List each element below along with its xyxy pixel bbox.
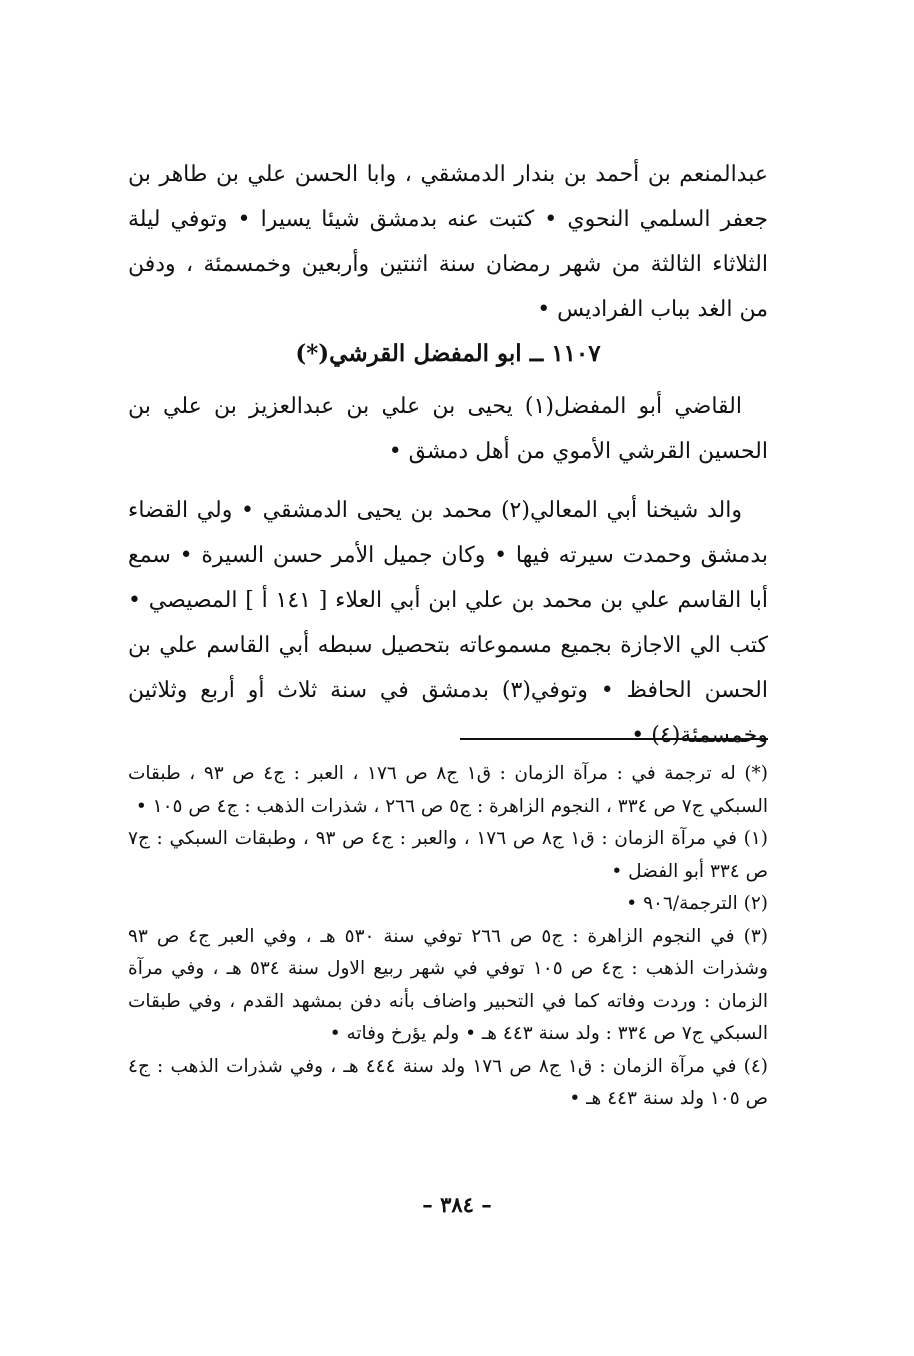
footnote-1: (١) في مرآة الزمان : ق١ ج٨ ص ١٧٦ ، والعبر : ج٤ ص ٩٣ ، وطبقات السبكي : ج٧ ص ٣٣٤ أبو الفضل • xyxy=(128,828,768,882)
footnote-separator xyxy=(460,738,768,740)
entry-heading: ١١٠٧ ــ ابو المفضل القرشي(*) xyxy=(295,340,601,367)
footnote-4: (٤) في مرآة الزمان : ق١ ج٨ ص ١٧٦ ولد سنة ٤٤٤ هـ ، وفي شذرات الذهب : ج٤ ص ١٠٥ ولد سنة ٤٤٣ هـ • xyxy=(128,1055,768,1109)
intro-paragraph: عبدالمنعم بن أحمد بن بندار الدمشقي ، وابا الحسن علي بن طاهر بن جعفر السلمي النحوي • كتبت عنه بدمشق شيئا يسيرا • وتوفي ليلة الثلاثاء الثالثة من شهر رمضان سنة اثنتين وأربعين وخمسمئة ، ودفن من الغد بباب الفراديس • xyxy=(128,162,768,322)
entry-paragraph-1: القاضي أبو المفضل(١) يحيى بن علي بن عبدالعزيز بن علي بن الحسين القرشي الأموي من أهل دمشق • xyxy=(128,394,768,464)
footnote-3: (٣) في النجوم الزاهرة : ج٥ ص ٢٦٦ توفي سنة ٥٣٠ هـ ، وفي العبر ج٤ ص ٩٣ وشذرات الذهب : ج٤ ص ١٠٥ توفي في شهر ربيع الاول سنة ٥٣٤ هـ ، وفي مرآة الزمان : وردت وفاته كما في التحبير واضاف بأنه دفن بمشهد القدم ، وفي طبقات السبكي ج٧ ص ٣٣٤ : ولد سنة ٤٤٣ هـ • ولم يؤرخ وفاته • xyxy=(128,925,768,1044)
footnote-star: (*) له ترجمة في : مرآة الزمان : ق١ ج٨ ص ١٧٦ ، العبر : ج٤ ص ٩٣ ، طبقات السبكي ج٧ ص ٣٣٤ ، النجوم الزاهرة : ج٥ ص ٢٦٦ ، شذرات الذهب : ج٤ ص ١٠٥ • xyxy=(128,763,768,817)
page-number: – ٣٨٤ – xyxy=(422,1192,492,1217)
main-text xyxy=(128,152,768,772)
entry-paragraph-2: والد شيخنا أبي المعالي(٢) محمد بن يحيى الدمشقي • ولي القضاء بدمشق وحمدت سيرته فيها • وكان جميل الأمر حسن السيرة • سمع أبا القاسم علي بن محمد بن علي ابن أبي العلاء [ ١٤١ أ ] المصيصي • كتب الي الاجازة بجميع مسموعاته بتحصيل سبطه أبي القاسم علي بن الحسن الحافظ • وتوفي(٣) بدمشق في سنة ثلاث أو أربع وثلاثين وخمسمئة(٤) • xyxy=(128,498,769,748)
footnote-2: (٢) الترجمة/٩٠٦ • xyxy=(626,893,768,914)
footnotes xyxy=(128,758,768,1116)
